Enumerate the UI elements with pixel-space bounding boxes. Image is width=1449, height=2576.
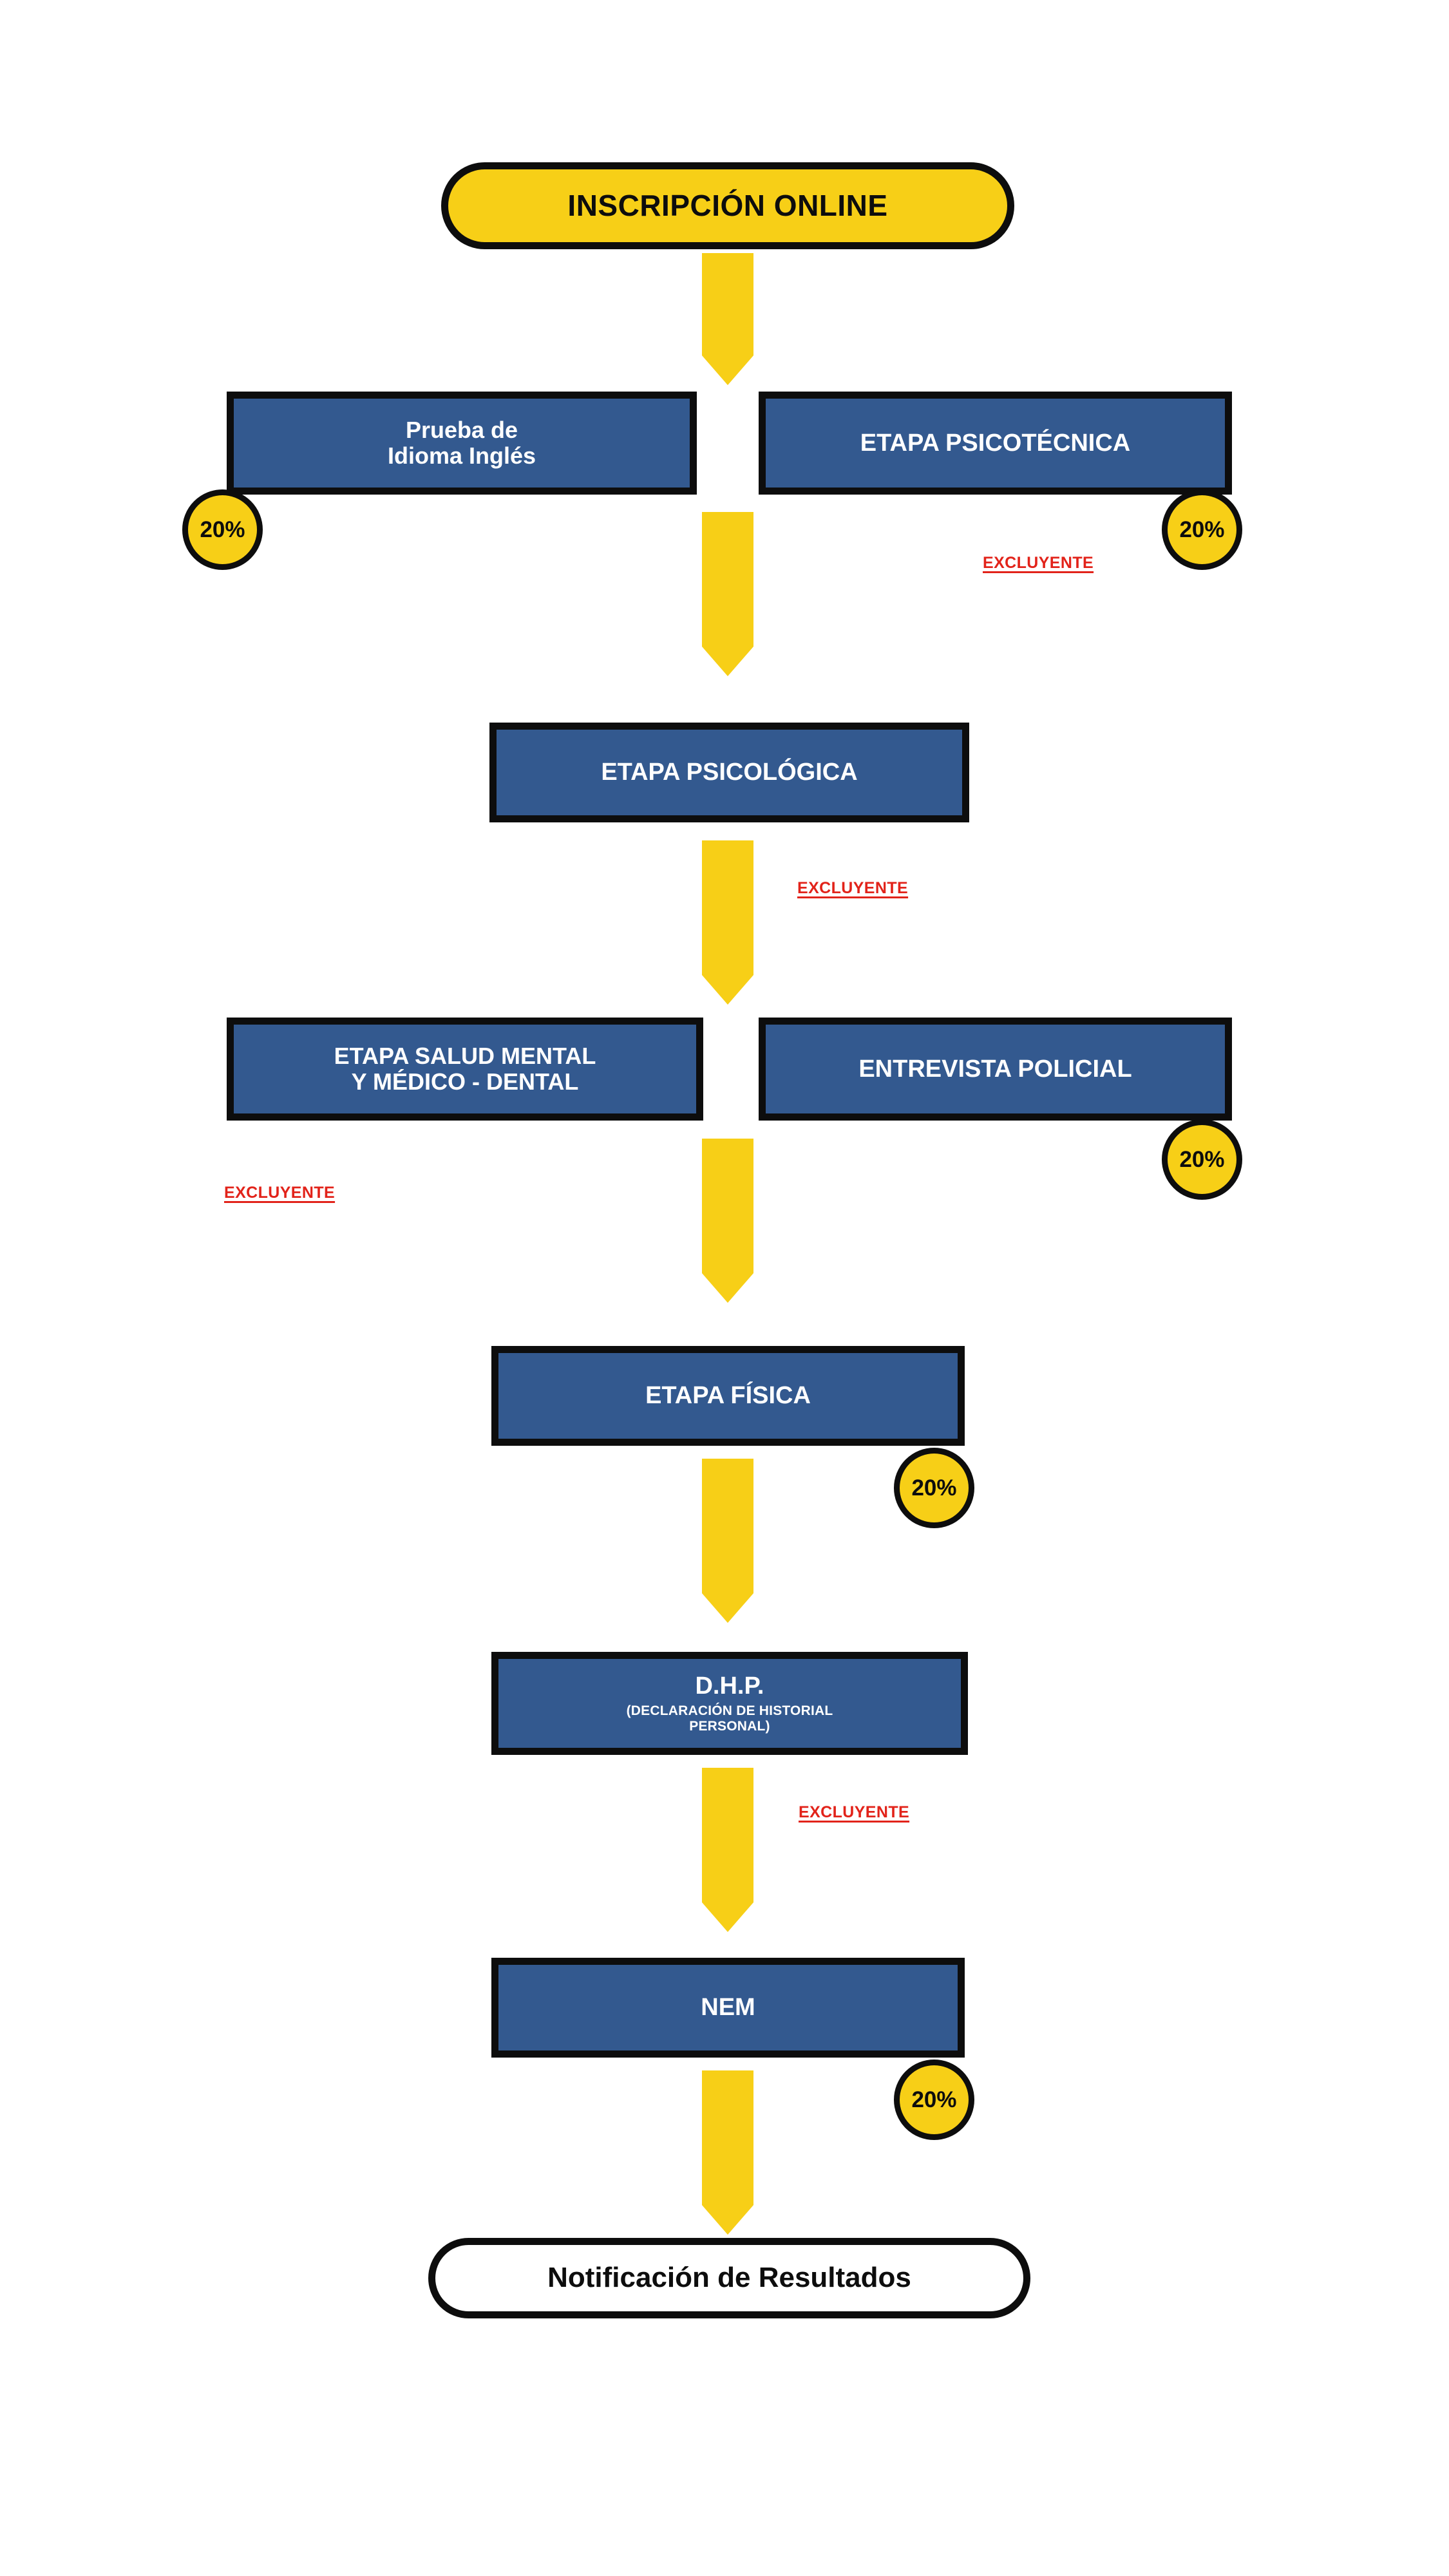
node-etapa-fisica[interactable] xyxy=(491,1346,965,1446)
node-etapa-psicologica-label: ETAPA PSICOLÓGICA xyxy=(601,759,858,786)
excl-dhp xyxy=(799,1803,909,1822)
node-notificacion-resultados-label: Notificación de Resultados xyxy=(547,2262,911,2294)
arrow-start-to-row1 xyxy=(702,253,753,385)
node-dhp-label: D.H.P. xyxy=(695,1672,764,1700)
node-entrevista-policial-label: ENTREVISTA POLICIAL xyxy=(858,1055,1132,1083)
node-prueba-idioma-ingles-label-line1: Prueba de xyxy=(405,416,518,443)
excl-salud-mental xyxy=(224,1184,335,1202)
badge-ingles xyxy=(182,489,263,570)
node-etapa-salud-mental-label-line2: Y MÉDICO - DENTAL xyxy=(351,1068,579,1095)
badge-entrevista xyxy=(1162,1119,1242,1200)
badge-psicotecnica xyxy=(1162,489,1242,570)
node-etapa-psicologica[interactable] xyxy=(489,723,969,822)
arrow-fisica-to-dhp xyxy=(702,1459,753,1623)
node-prueba-idioma-ingles-label-line2: Idioma Inglés xyxy=(387,442,536,469)
node-entrevista-policial[interactable] xyxy=(759,1018,1232,1121)
arrow-psicologica-to-row2 xyxy=(702,840,753,1005)
badge-entrevista-value: 20% xyxy=(1179,1146,1225,1172)
node-inscripcion-online[interactable] xyxy=(441,162,1014,249)
node-nem[interactable] xyxy=(491,1958,965,2058)
excl-psicotecnica-text: EXCLUYENTE xyxy=(983,554,1094,572)
excl-dhp-text: EXCLUYENTE xyxy=(799,1803,910,1821)
excl-psicotecnica xyxy=(983,554,1094,573)
badge-fisica-value: 20% xyxy=(911,1475,957,1501)
node-etapa-salud-mental[interactable] xyxy=(227,1018,703,1121)
node-inscripcion-online-label: INSCRIPCIÓN ONLINE xyxy=(567,189,888,223)
node-notificacion-resultados[interactable] xyxy=(428,2238,1030,2318)
excl-salud-mental-text: EXCLUYENTE xyxy=(224,1184,336,1202)
node-dhp-sublabel-line1: (DECLARACIÓN DE HISTORIAL xyxy=(626,1703,833,1719)
arrow-dhp-to-nem xyxy=(702,1768,753,1932)
node-etapa-psicotecnica[interactable] xyxy=(759,392,1232,495)
excl-psicologica xyxy=(797,879,908,898)
badge-psicotecnica-value: 20% xyxy=(1179,516,1225,542)
arrow-row2-to-fisica xyxy=(702,1139,753,1303)
node-etapa-salud-mental-label-line1: ETAPA SALUD MENTAL xyxy=(334,1042,596,1069)
node-etapa-fisica-label: ETAPA FÍSICA xyxy=(645,1382,811,1410)
badge-nem-value: 20% xyxy=(911,2087,957,2112)
node-dhp-sublabel-line2: PERSONAL) xyxy=(689,1719,770,1734)
badge-ingles-value: 20% xyxy=(200,516,245,542)
arrow-row1-to-psicologica xyxy=(702,512,753,676)
node-etapa-psicotecnica-label: ETAPA PSICOTÉCNICA xyxy=(860,429,1131,457)
node-dhp[interactable] xyxy=(491,1652,968,1755)
badge-fisica xyxy=(894,1448,974,1528)
node-nem-label: NEM xyxy=(701,1994,755,2022)
arrow-nem-to-resultados xyxy=(702,2070,753,2235)
node-prueba-idioma-ingles[interactable] xyxy=(227,392,697,495)
badge-nem xyxy=(894,2060,974,2140)
excl-psicologica-text: EXCLUYENTE xyxy=(797,879,909,897)
